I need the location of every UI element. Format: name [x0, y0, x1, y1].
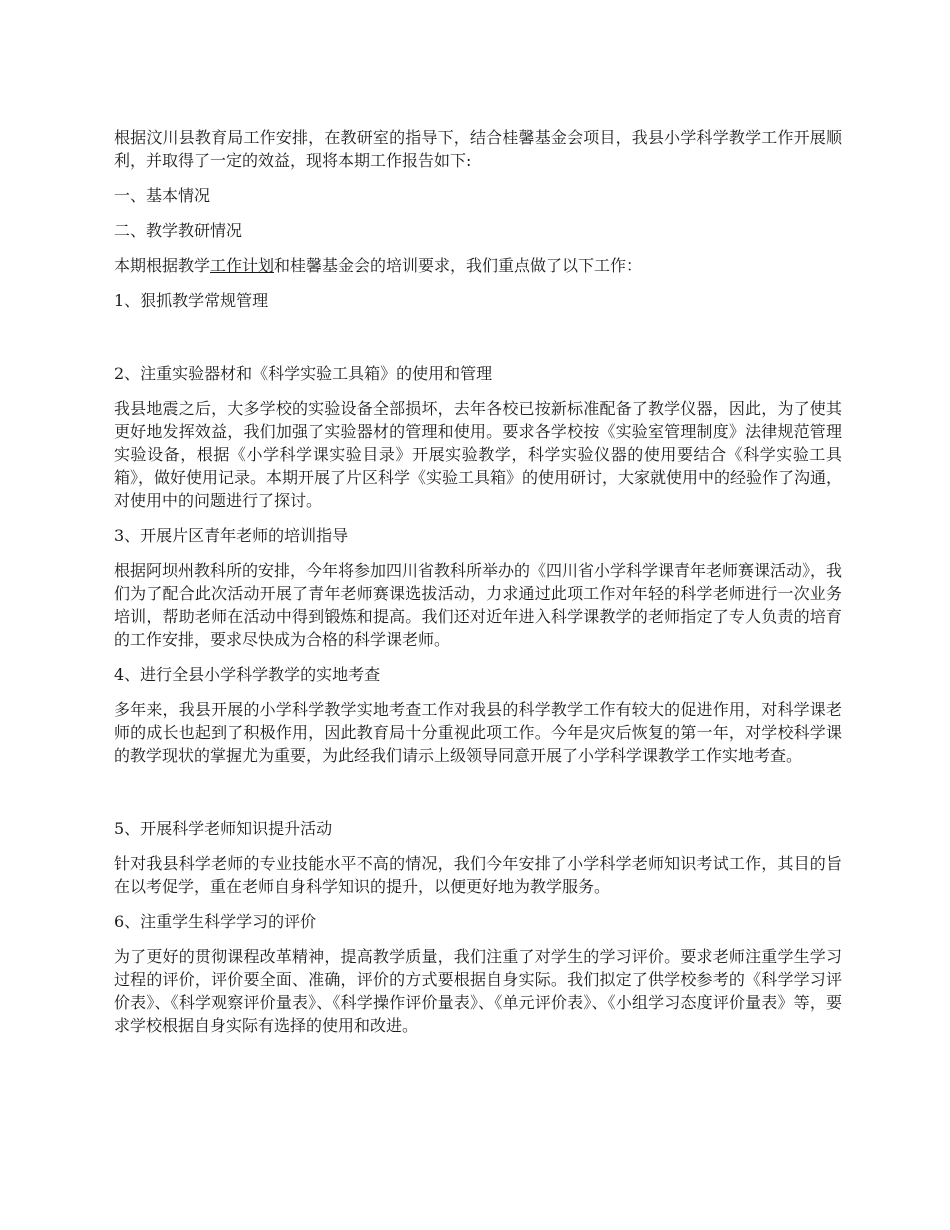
heading-basic-situation: 一、基本情况 — [114, 186, 211, 205]
intro-paragraph: 根据汶川县教育局工作安排，在教研室的指导下，结合桂馨基金会项目，我县小学科学教学工作开展顺利，并取得了一定的效益，现将本期工作报告如下: — [114, 128, 842, 170]
plan-intro-paragraph — [114, 254, 842, 277]
section-5-title: 5、开展科学老师知识提升活动 — [114, 819, 333, 838]
document-page — [114, 126, 842, 1037]
section-5-body: 针对我县科学老师的专业技能水平不高的情况，我们今年安排了小学科学老师知识考试工作，其目的旨在以考促学，重在老师自身科学知识的提升，以便更好地为教学服务。 — [114, 854, 842, 896]
plan-intro-text-before: 本期根据教学 — [114, 256, 211, 275]
section-3-body: 根据阿坝州教科所的安排，今年将参加四川省教科所举办的《四川省小学科学课青年老师赛课活动》，我们为了配合此次活动开展了青年老师赛课选拔活动，力求通过此项工作对年轻的科学老师进行一次业务培训，帮助老师在活动中得到锻炼和提高。我们还对近年进入科学课教学的老师指定了专人负责的培育的工作安排，要求尽快成为合格的科学课老师。 — [114, 561, 843, 649]
section-2-body: 我县地震之后，大多学校的实验设备全部损坏，去年各校已按新标准配备了教学仪器，因此，为了使其更好地发挥效益，我们加强了实验器材的管理和使用。要求各学校按《实验室管理制度》法律规范管理实验设备，根据《小学科学课实验目录》开展实验教学，科学实验仪器的使用要结合《科学实验工具箱》，做好使用记录。本期开展了片区科学《实验工具箱》的使用研讨，大家就使用中的经验作了沟通，对使用中的问题进行了探讨。 — [114, 399, 843, 510]
section-1-title: 1、狠抓教学常规管理 — [114, 291, 269, 310]
heading-teaching-research: 二、教学教研情况 — [114, 221, 243, 240]
plan-intro-text-after: 和桂馨基金会的培训要求，我们重点做了以下工作： — [274, 256, 643, 275]
section-4-body: 多年来，我县开展的小学科学教学实地考查工作对我县的科学教学工作有较大的促进作用，对科学课老师的成长也起到了积极作用，因此教育局十分重视此项工作。今年是灾后恢复的第一年，对学校科学课的教学现状的掌握尤为重要，为此经我们请示上级领导同意开展了小学科学课教学工作实地考查。 — [114, 700, 842, 765]
section-2-title: 2、注重实验器材和《科学实验工具箱》的使用和管理 — [114, 364, 493, 383]
section-6-title: 6、注重学生科学学习的评价 — [114, 912, 317, 931]
section-6-body: 为了更好的贯彻课程改革精神，提高教学质量，我们注重了对学生的学习评价。要求老师注重学生学习过程的评价，评价要全面、准确，评价的方式要根据自身实际。我们拟定了供学校参考的《科学学习评价表》、《科学观察评价量表》、《科学操作评价量表》、《单元评价表》、《小组学习态度评价量表》等，要求学校根据自身实际有选择的使用和改进。 — [114, 947, 842, 1035]
section-3-title: 3、开展片区青年老师的培训指导 — [114, 526, 349, 545]
work-plan-link[interactable]: 工作计划 — [210, 256, 275, 275]
section-4-title: 4、进行全县小学科学教学的实地考查 — [114, 665, 381, 684]
